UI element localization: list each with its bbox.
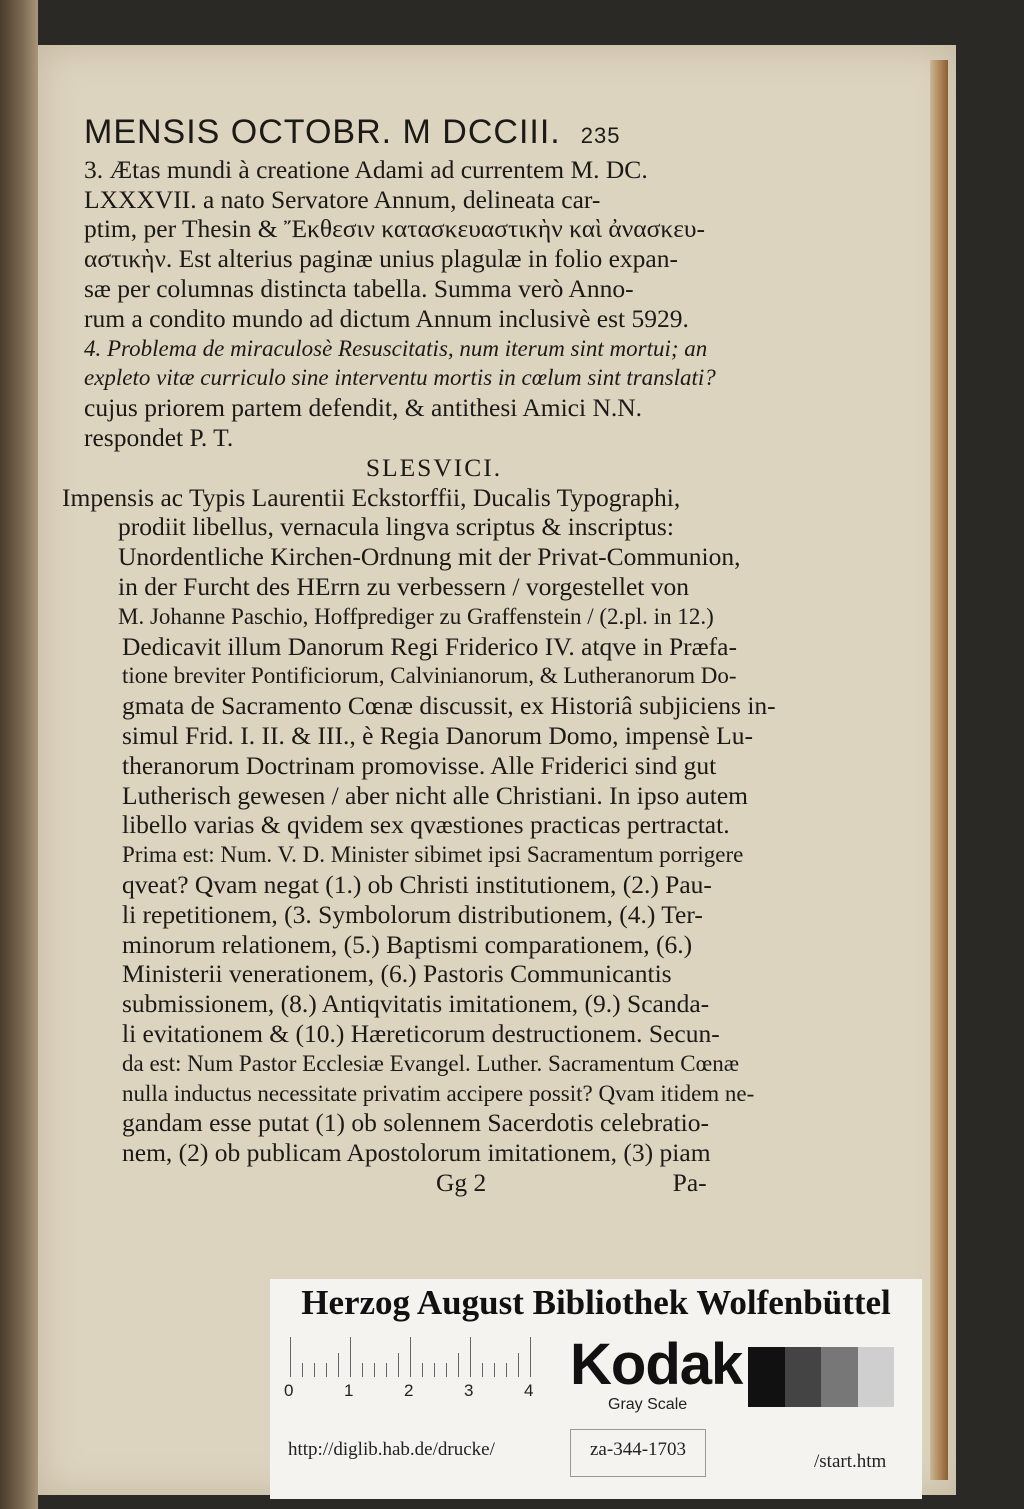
text-line: Ministerii venerationem, (6.) Pastoris Communicantis [122, 959, 672, 989]
text-line: gmata de Sacramento Cœnæ discussit, ex Historiâ subjiciens in- [122, 691, 776, 721]
ruler-number: 3 [464, 1381, 474, 1400]
text-line: ptim, per Thesin & Ἔκθεσιν κατασκευαστικὴν καὶ ἀνασκευ- [84, 214, 706, 244]
text-line: Impensis ac Typis Laurentii Eckstorffii, Ducalis Typographi, [62, 482, 681, 512]
kodak-logo: Kodak [570, 1332, 743, 1397]
text-line: in der Furcht des HErrn zu verbessern / vorgestellet von [118, 571, 689, 601]
ruler-number: 4 [524, 1381, 534, 1400]
gray-scale-caption: Gray Scale [608, 1396, 688, 1413]
signature-mark: Gg 2 [436, 1167, 487, 1197]
text-line: submissionem, (8.) Antiqvitatis imitationem, (9.) Scanda- [122, 989, 710, 1019]
text-line: Unordentliche Kirchen-Ordnung mit der Privat-Communion, [118, 542, 741, 572]
text-line: respondet P. T. [84, 422, 234, 452]
text-line: simul Frid. I. II. & III., è Regia Danorum Domo, impensè Lu- [122, 720, 754, 750]
page-edge [930, 60, 948, 1480]
library-name: Herzog August Bibliothek Wolfenbüttel [301, 1283, 891, 1322]
gray-scale-patches [748, 1347, 894, 1407]
text-line: da est: Num Pastor Ecclesiæ Evangel. Luther. Sacramentum Cœnæ [122, 1050, 740, 1076]
text-line: 4. Problema de miraculosè Resuscitatis, num iterum sint mortui; an [84, 335, 708, 361]
shelfmark-box [570, 1429, 706, 1477]
text-line: expleto vitæ curriculo sine interventu mortis in cœlum sint translati? [84, 365, 716, 391]
place-heading: SLESVICI. [365, 452, 503, 482]
shelfmark: za-344-1703 [590, 1439, 687, 1460]
text-line: libello varias & qvidem sex qvæstiones practicas pertractat. [122, 810, 730, 840]
text-line: 3. Ætas mundi à creatione Adami ad currentem M. DC. [84, 154, 648, 184]
text-line: li evitationem & (10.) Hæreticorum destructionem. Secun- [122, 1018, 720, 1048]
text-line: Dedicavit illum Danorum Regi Friderico IV. atqve in Præfa- [122, 631, 737, 661]
ruler-number: 2 [404, 1381, 414, 1400]
start-url: /start.htm [814, 1451, 887, 1472]
text-line: cujus priorem partem defendit, & antithesi Amici N.N. [84, 393, 643, 423]
digital-library-url: http://diglib.hab.de/drucke/ [288, 1439, 495, 1460]
text-line: tione breviter Pontificiorum, Calvinianorum, & Lutheranorum Do- [122, 663, 737, 689]
ruler-number: 1 [344, 1381, 354, 1400]
text-line: Lutherisch gewesen / aber nicht alle Christiani. In ipso autem [122, 780, 748, 810]
catchword: Pa- [672, 1167, 707, 1197]
text-line: theranorum Doctrinam promovisse. Alle Friderici sind gut [122, 750, 717, 780]
header-title: MENSIS OCTOBR. M DCCIII. [84, 113, 561, 151]
text-line: LXXXVII. a nato Servatore Annum, delineata car- [84, 184, 601, 214]
text-line: M. Johanne Paschio, Hoffprediger zu Graffenstein / (2.pl. in 12.) [118, 603, 714, 629]
text-line: nem, (2) ob publicam Apostolorum imitationem, (3) piam [122, 1138, 711, 1168]
text-line: αστικὴν. Est alterius paginæ unius plagulæ in folio expan- [84, 244, 678, 274]
page-text [62, 113, 784, 1198]
text-line: qveat? Qvam negat (1.) ob Christi institutionem, (2.) Pau- [122, 869, 712, 899]
library-label [270, 1279, 922, 1499]
text-line: minorum relationem, (5.) Baptismi comparationem, (6.) [122, 929, 693, 959]
page-footer [436, 1168, 784, 1198]
ruler-number: 0 [284, 1381, 294, 1400]
text-line: li repetitionem, (3. Symbolorum distributionem, (4.) Ter- [122, 899, 703, 929]
book-binding [0, 0, 38, 1509]
ruler-scale [290, 1337, 530, 1377]
text-line: rum a condito mundo ad dictum Annum inclusivè est 5929. [84, 303, 689, 333]
text-line: sæ per columnas distincta tabella. Summa verò Anno- [84, 273, 634, 303]
text-line: gandam esse putat (1) ob solennem Sacerdotis celebratio- [122, 1108, 710, 1138]
running-header [84, 113, 784, 151]
text-line: prodiit libellus, vernacula lingva scriptus & inscriptus: [118, 512, 674, 542]
text-line: Prima est: Num. V. D. Minister sibimet ipsi Sacramentum porrigere [122, 842, 744, 868]
text-line: nulla inductus necessitate privatim accipere possit? Qvam itidem ne- [122, 1080, 755, 1106]
page-number: 235 [580, 123, 621, 148]
